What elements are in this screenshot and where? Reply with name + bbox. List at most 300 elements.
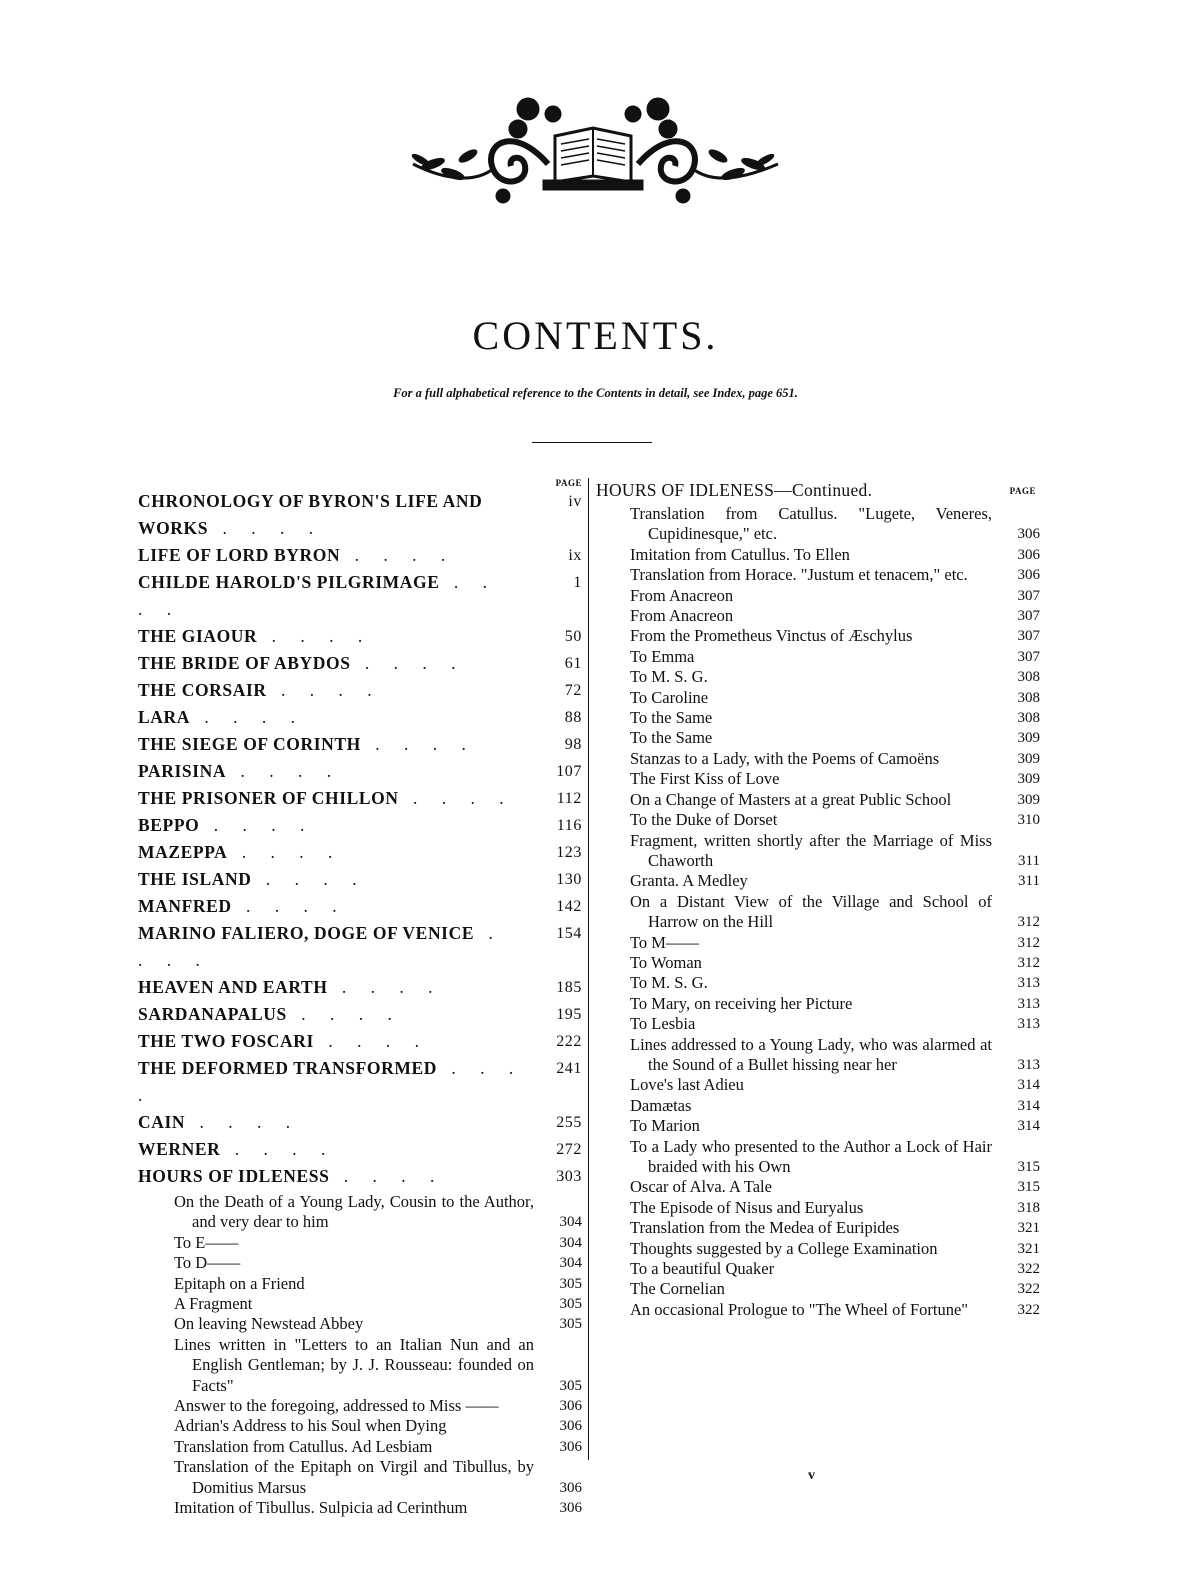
toc-entry[interactable] xyxy=(138,758,582,785)
toc-entry[interactable] xyxy=(630,953,1040,973)
toc-entry-title xyxy=(138,1028,582,1055)
toc-entry-page: 309 xyxy=(1017,730,1040,747)
leader-dots: . . . . xyxy=(199,815,315,835)
toc-entry-title-text: THE PRISONER OF CHILLON xyxy=(138,788,399,808)
toc-entry[interactable] xyxy=(138,893,582,920)
toc-entry-title-text: SARDANAPALUS xyxy=(138,1004,287,1024)
leader-dots: . . . . xyxy=(329,1166,445,1186)
toc-entry-title-text: From the Prometheus Vinctus of Æschylus xyxy=(630,626,913,646)
toc-entry[interactable] xyxy=(630,667,1040,687)
leader-dots: . . . . xyxy=(185,1112,301,1132)
toc-entry-title-text: Lines addressed to a Young Lady, who was alarmed at the Sound of a Bullet hissing near her xyxy=(630,1034,992,1074)
toc-entry-title xyxy=(138,488,582,542)
toc-entry[interactable] xyxy=(630,1177,1040,1197)
toc-entry-title xyxy=(630,688,1040,708)
toc-entry-page: 303 xyxy=(556,1168,582,1185)
continued-header: HOURS OF IDLENESS—Continued. xyxy=(596,480,873,500)
toc-entry-page: 123 xyxy=(556,844,582,861)
leader-dots: . . . . xyxy=(286,1004,402,1024)
toc-entry-title-text: To M. S. G. xyxy=(630,973,708,993)
toc-entry-title xyxy=(174,1233,582,1253)
toc-entry-title-text: THE SIEGE OF CORINTH xyxy=(138,734,361,754)
toc-entry-title xyxy=(630,1300,1040,1320)
leader-dots: . . . . xyxy=(220,1139,336,1159)
toc-entry-page: 304 xyxy=(559,1214,582,1231)
toc-entry-title xyxy=(630,1137,1040,1178)
toc-entry-page: 98 xyxy=(564,736,582,753)
toc-entry-title xyxy=(630,892,1040,933)
toc-entry-page: 112 xyxy=(556,790,582,807)
hours-of-idleness-list xyxy=(174,1192,582,1519)
toc-entry-page: 313 xyxy=(1017,975,1040,992)
toc-entry-page: 321 xyxy=(1017,1240,1040,1257)
toc-entry-title-text: Love's last Adieu xyxy=(630,1075,744,1095)
toc-entry[interactable] xyxy=(174,1274,582,1294)
toc-entry-title xyxy=(138,1109,582,1136)
toc-entry-title xyxy=(630,647,1040,667)
toc-entry[interactable] xyxy=(174,1396,582,1416)
toc-entry-title-text: To a beautiful Quaker xyxy=(630,1259,775,1279)
toc-entry-page: 312 xyxy=(1017,934,1040,951)
toc-entry-title xyxy=(138,542,582,569)
toc-entry-page: 315 xyxy=(1017,1159,1040,1175)
toc-entry-page: 313 xyxy=(1017,1056,1040,1073)
toc-entry[interactable] xyxy=(630,871,1040,891)
toc-entry[interactable] xyxy=(630,647,1040,667)
toc-entry[interactable] xyxy=(630,1198,1040,1218)
toc-entry-title-text: WERNER xyxy=(138,1139,221,1159)
toc-entry-title-text: Imitation from Catullus. To Ellen xyxy=(630,544,850,564)
toc-entry-page: 305 xyxy=(559,1377,582,1394)
toc-entry-page: 272 xyxy=(556,1141,582,1158)
toc-entry-page: 306 xyxy=(559,1418,582,1435)
toc-entry[interactable] xyxy=(630,1218,1040,1238)
toc-entry-title xyxy=(630,871,1040,891)
toc-entry-page: 185 xyxy=(556,979,582,996)
toc-entry-title xyxy=(138,920,582,974)
toc-entry-page: 315 xyxy=(1017,1179,1040,1196)
toc-entry-page: 61 xyxy=(564,655,582,672)
toc-entry[interactable] xyxy=(138,785,582,812)
toc-entry[interactable] xyxy=(138,1028,582,1055)
contents-right-column xyxy=(596,478,1040,1320)
continued-header-row xyxy=(596,478,1040,504)
toc-entry-page: 307 xyxy=(1017,608,1040,625)
toc-entry-page: 318 xyxy=(1017,1199,1040,1216)
toc-entry-page: 306 xyxy=(559,1479,582,1496)
toc-entry[interactable] xyxy=(630,1279,1040,1299)
toc-entry-title xyxy=(138,893,582,920)
toc-entry[interactable] xyxy=(138,974,582,1001)
toc-entry[interactable] xyxy=(630,1014,1040,1034)
toc-entry-page: 304 xyxy=(559,1255,582,1272)
toc-entry-title xyxy=(630,728,1040,748)
toc-entry-title-text: HEAVEN AND EARTH xyxy=(138,977,328,997)
toc-entry[interactable] xyxy=(138,1163,582,1190)
toc-entry-title xyxy=(174,1253,582,1273)
toc-entry-page: 255 xyxy=(556,1114,582,1131)
leader-dots: . . . . xyxy=(226,761,342,781)
toc-entry-title-text: To Mary, on receiving her Picture xyxy=(630,993,853,1013)
toc-entry-title xyxy=(138,839,582,866)
toc-entry-title xyxy=(138,1001,582,1028)
toc-entry[interactable] xyxy=(174,1294,582,1314)
toc-entry[interactable] xyxy=(630,1096,1040,1116)
toc-entry-title xyxy=(630,1218,1040,1238)
toc-entry[interactable] xyxy=(630,933,1040,953)
toc-entry-title xyxy=(630,545,1040,565)
toc-entry-title xyxy=(138,677,582,704)
toc-entry-page: 1 xyxy=(573,574,582,591)
toc-entry[interactable] xyxy=(174,1437,582,1457)
toc-entry[interactable] xyxy=(630,1035,1040,1076)
leader-dots: . . . . xyxy=(340,545,456,565)
toc-entry-title-text: THE CORSAIR xyxy=(138,680,267,700)
toc-entry-title xyxy=(630,1116,1040,1136)
toc-entry[interactable] xyxy=(630,606,1040,626)
toc-entry[interactable] xyxy=(630,973,1040,993)
toc-entry-title xyxy=(138,650,582,677)
toc-entry-title xyxy=(138,758,582,785)
toc-entry[interactable] xyxy=(630,708,1040,728)
toc-entry-page: 306 xyxy=(559,1438,582,1455)
leader-dots: . . . . xyxy=(190,707,305,727)
toc-entry-title-text: HOURS OF IDLENESS xyxy=(138,1166,330,1186)
toc-entry[interactable] xyxy=(174,1498,582,1518)
page-column-header: PAGE xyxy=(555,478,582,488)
toc-entry-title xyxy=(630,1096,1040,1116)
leader-dots: . . . . xyxy=(257,626,373,646)
leader-dots: . . . . xyxy=(313,1031,429,1051)
toc-entry-title xyxy=(138,974,582,1001)
toc-entry-page: 314 xyxy=(1017,1118,1040,1135)
toc-entry-page: 311 xyxy=(1018,873,1040,890)
index-reference-note: For a full alphabetical reference to the Contents in detail, see Index, page 651. xyxy=(393,386,798,400)
leader-dots: . . . . xyxy=(138,923,503,970)
toc-entry[interactable] xyxy=(630,586,1040,606)
toc-entry-title xyxy=(630,565,1040,585)
toc-entry-title-text: LIFE OF LORD BYRON xyxy=(138,545,341,565)
toc-entry[interactable] xyxy=(630,1300,1040,1320)
toc-entry-title xyxy=(630,1075,1040,1095)
toc-entry-title-text: Translation from Catullus. Ad Lesbiam xyxy=(174,1436,433,1456)
toc-entry[interactable] xyxy=(174,1416,582,1436)
toc-entry-title-text: To Caroline xyxy=(630,687,709,707)
toc-entry-page: 116 xyxy=(556,817,582,834)
toc-entry-page: 321 xyxy=(1017,1220,1040,1237)
toc-entry[interactable] xyxy=(138,812,582,839)
toc-entry-page: 314 xyxy=(1017,1077,1040,1094)
toc-entry-title-text: To Emma xyxy=(630,646,695,666)
toc-entry-page: 307 xyxy=(1017,587,1040,604)
page-title: CONTENTS. xyxy=(472,313,719,358)
toc-entry-title-text: THE DEFORMED TRANSFORMED xyxy=(138,1058,437,1078)
toc-entry-title xyxy=(630,933,1040,953)
toc-entry-title-text: Stanzas to a Lady, with the Poems of Camoëns xyxy=(630,748,940,768)
toc-entry-title-text: Imitation of Tibullus. Sulpicia ad Cerinthum xyxy=(174,1498,468,1518)
signature-mark: v xyxy=(808,1468,815,1483)
toc-entry-title-text: To the Duke of Dorset xyxy=(630,810,778,830)
toc-entry-title xyxy=(174,1396,582,1416)
toc-entry-title xyxy=(138,785,582,812)
toc-entry-page: 313 xyxy=(1017,1016,1040,1033)
toc-entry-title xyxy=(630,1239,1040,1259)
toc-entry[interactable] xyxy=(138,731,582,758)
toc-entry-title-text: To M. S. G. xyxy=(630,667,708,687)
toc-entry-title-text: On the Death of a Young Lady, Cousin to the Author, and very dear to him xyxy=(174,1192,534,1232)
toc-entry[interactable] xyxy=(630,1259,1040,1279)
toc-entry-page: 306 xyxy=(1017,526,1040,543)
toc-entry-title-text: CHILDE HAROLD'S PILGRIMAGE xyxy=(138,572,440,592)
leader-dots: . . . . xyxy=(360,734,476,754)
toc-entry-title-text: Granta. A Medley xyxy=(630,871,748,891)
toc-entry[interactable] xyxy=(138,920,582,974)
hours-of-idleness-continued-list xyxy=(630,504,1040,1320)
toc-entry-title xyxy=(630,606,1040,626)
toc-entry[interactable] xyxy=(630,892,1040,933)
toc-entry[interactable] xyxy=(138,704,582,731)
toc-entry-title-text: Lines written in "Letters to an Italian Nun and an English Gentleman; by J. J. Rousseau: founded on Facts" xyxy=(174,1334,534,1395)
toc-entry-page: 154 xyxy=(556,925,582,942)
toc-entry-title-text: The Episode of Nisus and Euryalus xyxy=(630,1197,864,1217)
toc-entry-title xyxy=(138,731,582,758)
toc-entry-title-text: On a Distant View of the Village and School of Harrow on the Hill xyxy=(630,891,992,932)
toc-entry-page: 309 xyxy=(1017,750,1040,767)
toc-entry-title-text: Translation from Catullus. "Lugete, Veneres, Cupidinesque," etc. xyxy=(630,504,992,544)
toc-entry[interactable] xyxy=(138,866,582,893)
toc-entry[interactable] xyxy=(630,504,1040,545)
toc-entry-page: 312 xyxy=(1017,954,1040,971)
toc-entry-page: 308 xyxy=(1017,710,1040,727)
toc-entry-title xyxy=(630,1035,1040,1076)
toc-entry[interactable] xyxy=(630,831,1040,872)
toc-entry-title-text: Damætas xyxy=(630,1095,692,1115)
toc-entry-page: 306 xyxy=(1017,567,1040,584)
toc-entry-page: 305 xyxy=(559,1316,582,1333)
toc-entry-title xyxy=(630,790,1040,810)
title-divider xyxy=(532,442,652,443)
toc-entry[interactable] xyxy=(630,790,1040,810)
toc-entry-title-text: Adrian's Address to his Soul when Dying xyxy=(174,1416,447,1436)
toc-entry-title-text: THE ISLAND xyxy=(138,869,252,889)
toc-entry-title-text: The Cornelian xyxy=(630,1279,725,1299)
toc-entry-title xyxy=(630,1014,1040,1034)
toc-entry[interactable] xyxy=(138,1001,582,1028)
toc-entry-title-text: Answer to the foregoing, addressed to Miss —— xyxy=(174,1396,499,1416)
toc-entry-title xyxy=(630,1177,1040,1197)
toc-entry[interactable] xyxy=(630,1075,1040,1095)
toc-entry-page: 304 xyxy=(559,1234,582,1251)
toc-entry-page: 222 xyxy=(556,1033,582,1050)
toc-entry-title-text: Oscar of Alva. A Tale xyxy=(630,1177,772,1197)
toc-entry-title xyxy=(138,623,582,650)
toc-entry[interactable] xyxy=(630,626,1040,646)
toc-entry-title xyxy=(174,1457,582,1498)
toc-entry-title xyxy=(138,569,582,623)
toc-entry-title-text: To M—— xyxy=(630,932,699,952)
toc-entry[interactable] xyxy=(174,1192,582,1233)
leader-dots: . . . . xyxy=(350,653,466,673)
toc-entry[interactable] xyxy=(138,677,582,704)
leader-dots: . . . . xyxy=(138,1058,524,1105)
toc-entry-page: 308 xyxy=(1017,669,1040,686)
leader-dots: . . . . xyxy=(231,896,347,916)
toc-entry[interactable] xyxy=(138,1055,582,1109)
toc-entry-title-text: The First Kiss of Love xyxy=(630,769,780,789)
toc-entry-page: 72 xyxy=(564,682,582,699)
toc-entry[interactable] xyxy=(138,488,582,542)
toc-entry-title-text: A Fragment xyxy=(174,1294,253,1314)
toc-entry-page: 307 xyxy=(1017,648,1040,665)
toc-entry-title-text: To E—— xyxy=(174,1232,239,1252)
toc-entry-title xyxy=(138,1163,582,1190)
column-divider xyxy=(588,478,589,1460)
toc-entry-title-text: From Anacreon xyxy=(630,585,734,605)
toc-entry-title xyxy=(174,1274,582,1294)
floral-book-ornament-icon xyxy=(393,84,793,214)
toc-entry[interactable] xyxy=(138,650,582,677)
toc-entry-page: 314 xyxy=(1017,1097,1040,1114)
toc-entry-page: 88 xyxy=(564,709,582,726)
toc-entry-title xyxy=(630,831,1040,872)
toc-entry-title xyxy=(630,810,1040,830)
toc-entry[interactable] xyxy=(138,623,582,650)
leader-dots: . . . . xyxy=(227,842,343,862)
toc-entry-title-text: Thoughts suggested by a College Examination xyxy=(630,1238,938,1258)
toc-entry-page: 313 xyxy=(1017,995,1040,1012)
toc-entry-page: 322 xyxy=(1017,1301,1040,1318)
toc-entry-title-text: MARINO FALIERO, DOGE OF VENICE xyxy=(138,923,475,943)
toc-entry-title-text: To Woman xyxy=(630,952,702,972)
toc-entry-page: 306 xyxy=(559,1398,582,1415)
toc-entry[interactable] xyxy=(630,749,1040,769)
toc-entry-title-text: THE TWO FOSCARI xyxy=(138,1031,314,1051)
toc-entry[interactable] xyxy=(630,545,1040,565)
toc-entry-title-text: To the Same xyxy=(630,728,713,748)
toc-entry-page: 311 xyxy=(1018,852,1040,869)
toc-entry-page: 310 xyxy=(1017,812,1040,829)
toc-entry-page: iv xyxy=(568,493,582,510)
toc-entry-title-text: PARISINA xyxy=(138,761,227,781)
toc-entry-title-text: MANFRED xyxy=(138,896,232,916)
toc-entry-title-text: Epitaph on a Friend xyxy=(174,1273,305,1293)
toc-entry-title-text: Fragment, written shortly after the Marriage of Miss Chaworth xyxy=(630,830,992,870)
toc-entry-page: 305 xyxy=(559,1275,582,1292)
toc-entry-title xyxy=(630,1279,1040,1299)
toc-entry-page: 306 xyxy=(559,1500,582,1517)
leader-dots: . . . . xyxy=(251,869,367,889)
toc-entry-title xyxy=(174,1192,582,1233)
toc-entry-title-text: THE BRIDE OF ABYDOS xyxy=(138,653,351,673)
toc-entry-title-text: Translation from Horace. "Justum et tenacem," etc. xyxy=(630,565,968,585)
toc-entry-title-text: BEPPO xyxy=(138,815,200,835)
toc-entry-title-text: Translation of the Epitaph on Virgil and Tibullus, by Domitius Marsus xyxy=(174,1457,534,1497)
toc-entry-title xyxy=(630,769,1040,789)
toc-entry-title xyxy=(138,866,582,893)
toc-entry-title xyxy=(630,994,1040,1014)
toc-entry-title xyxy=(174,1294,582,1314)
toc-entry-page: 305 xyxy=(559,1296,582,1313)
toc-entry[interactable] xyxy=(630,688,1040,708)
toc-entry-title xyxy=(630,586,1040,606)
toc-entry-title-text: THE GIAOUR xyxy=(138,626,258,646)
toc-entry-page: 312 xyxy=(1017,914,1040,931)
toc-entry[interactable] xyxy=(174,1314,582,1334)
toc-entry-title xyxy=(630,708,1040,728)
toc-entry-title-text: MAZEPPA xyxy=(138,842,228,862)
toc-entry-title xyxy=(630,1259,1040,1279)
toc-entry-title xyxy=(174,1314,582,1334)
toc-entry[interactable] xyxy=(630,728,1040,748)
toc-entry[interactable] xyxy=(174,1335,582,1396)
toc-entry-title-text: From Anacreon xyxy=(630,606,734,626)
toc-entry-title-text: CHRONOLOGY OF BYRON'S LIFE AND WORKS xyxy=(138,491,483,538)
toc-entry[interactable] xyxy=(630,810,1040,830)
leader-dots: . . . . xyxy=(266,680,382,700)
toc-entry[interactable] xyxy=(174,1253,582,1273)
toc-entry-title-text: Translation from the Medea of Euripides xyxy=(630,1218,900,1238)
toc-entry[interactable] xyxy=(138,542,582,569)
toc-entry[interactable] xyxy=(138,1109,582,1136)
toc-entry-title xyxy=(630,749,1040,769)
toc-entry-page: ix xyxy=(568,547,582,564)
toc-entry-page: 308 xyxy=(1017,689,1040,706)
toc-entry-page: 306 xyxy=(1017,546,1040,563)
toc-entry-title xyxy=(630,626,1040,646)
toc-entry-title-text: To the Same xyxy=(630,708,713,728)
toc-entry-title xyxy=(630,1198,1040,1218)
toc-entry-title xyxy=(138,1136,582,1163)
main-works-list xyxy=(138,488,582,1190)
toc-entry[interactable] xyxy=(174,1457,582,1498)
page-column-header-right: PAGE xyxy=(1009,486,1036,496)
leader-dots: . . . . xyxy=(398,788,514,808)
toc-entry-title xyxy=(630,667,1040,687)
leader-dots: . . . . xyxy=(208,518,324,538)
toc-entry-title xyxy=(630,953,1040,973)
toc-entry-title xyxy=(174,1416,582,1436)
toc-entry-page: 309 xyxy=(1017,791,1040,808)
toc-entry[interactable] xyxy=(630,565,1040,585)
toc-entry-title-text: On a Change of Masters at a great Public School xyxy=(630,789,952,809)
toc-entry-title-text: On leaving Newstead Abbey xyxy=(174,1314,364,1334)
leader-dots: . . . . xyxy=(138,572,497,619)
toc-entry[interactable] xyxy=(630,1116,1040,1136)
toc-entry-page: 322 xyxy=(1017,1281,1040,1298)
contents-left-column xyxy=(138,478,582,1519)
toc-entry-title xyxy=(138,1055,582,1109)
toc-entry[interactable] xyxy=(630,1137,1040,1178)
toc-entry-page: 142 xyxy=(556,898,582,915)
toc-entry-title-text: An occasional Prologue to "The Wheel of Fortune" xyxy=(630,1299,969,1319)
toc-entry[interactable] xyxy=(630,769,1040,789)
toc-entry-title-text: CAIN xyxy=(138,1112,186,1132)
toc-entry[interactable] xyxy=(138,569,582,623)
toc-entry-page: 107 xyxy=(556,763,582,780)
toc-entry-page: 307 xyxy=(1017,628,1040,645)
toc-entry-title xyxy=(138,704,582,731)
toc-entry-title xyxy=(174,1437,582,1457)
toc-entry-title xyxy=(630,973,1040,993)
toc-entry[interactable] xyxy=(174,1233,582,1253)
toc-entry[interactable] xyxy=(138,839,582,866)
leader-dots: . . . . xyxy=(327,977,443,997)
toc-entry-title-text: To Lesbia xyxy=(630,1014,696,1034)
toc-entry[interactable] xyxy=(630,994,1040,1014)
toc-entry-title-text: To D—— xyxy=(174,1253,241,1273)
toc-entry[interactable] xyxy=(630,1239,1040,1259)
toc-entry[interactable] xyxy=(138,1136,582,1163)
